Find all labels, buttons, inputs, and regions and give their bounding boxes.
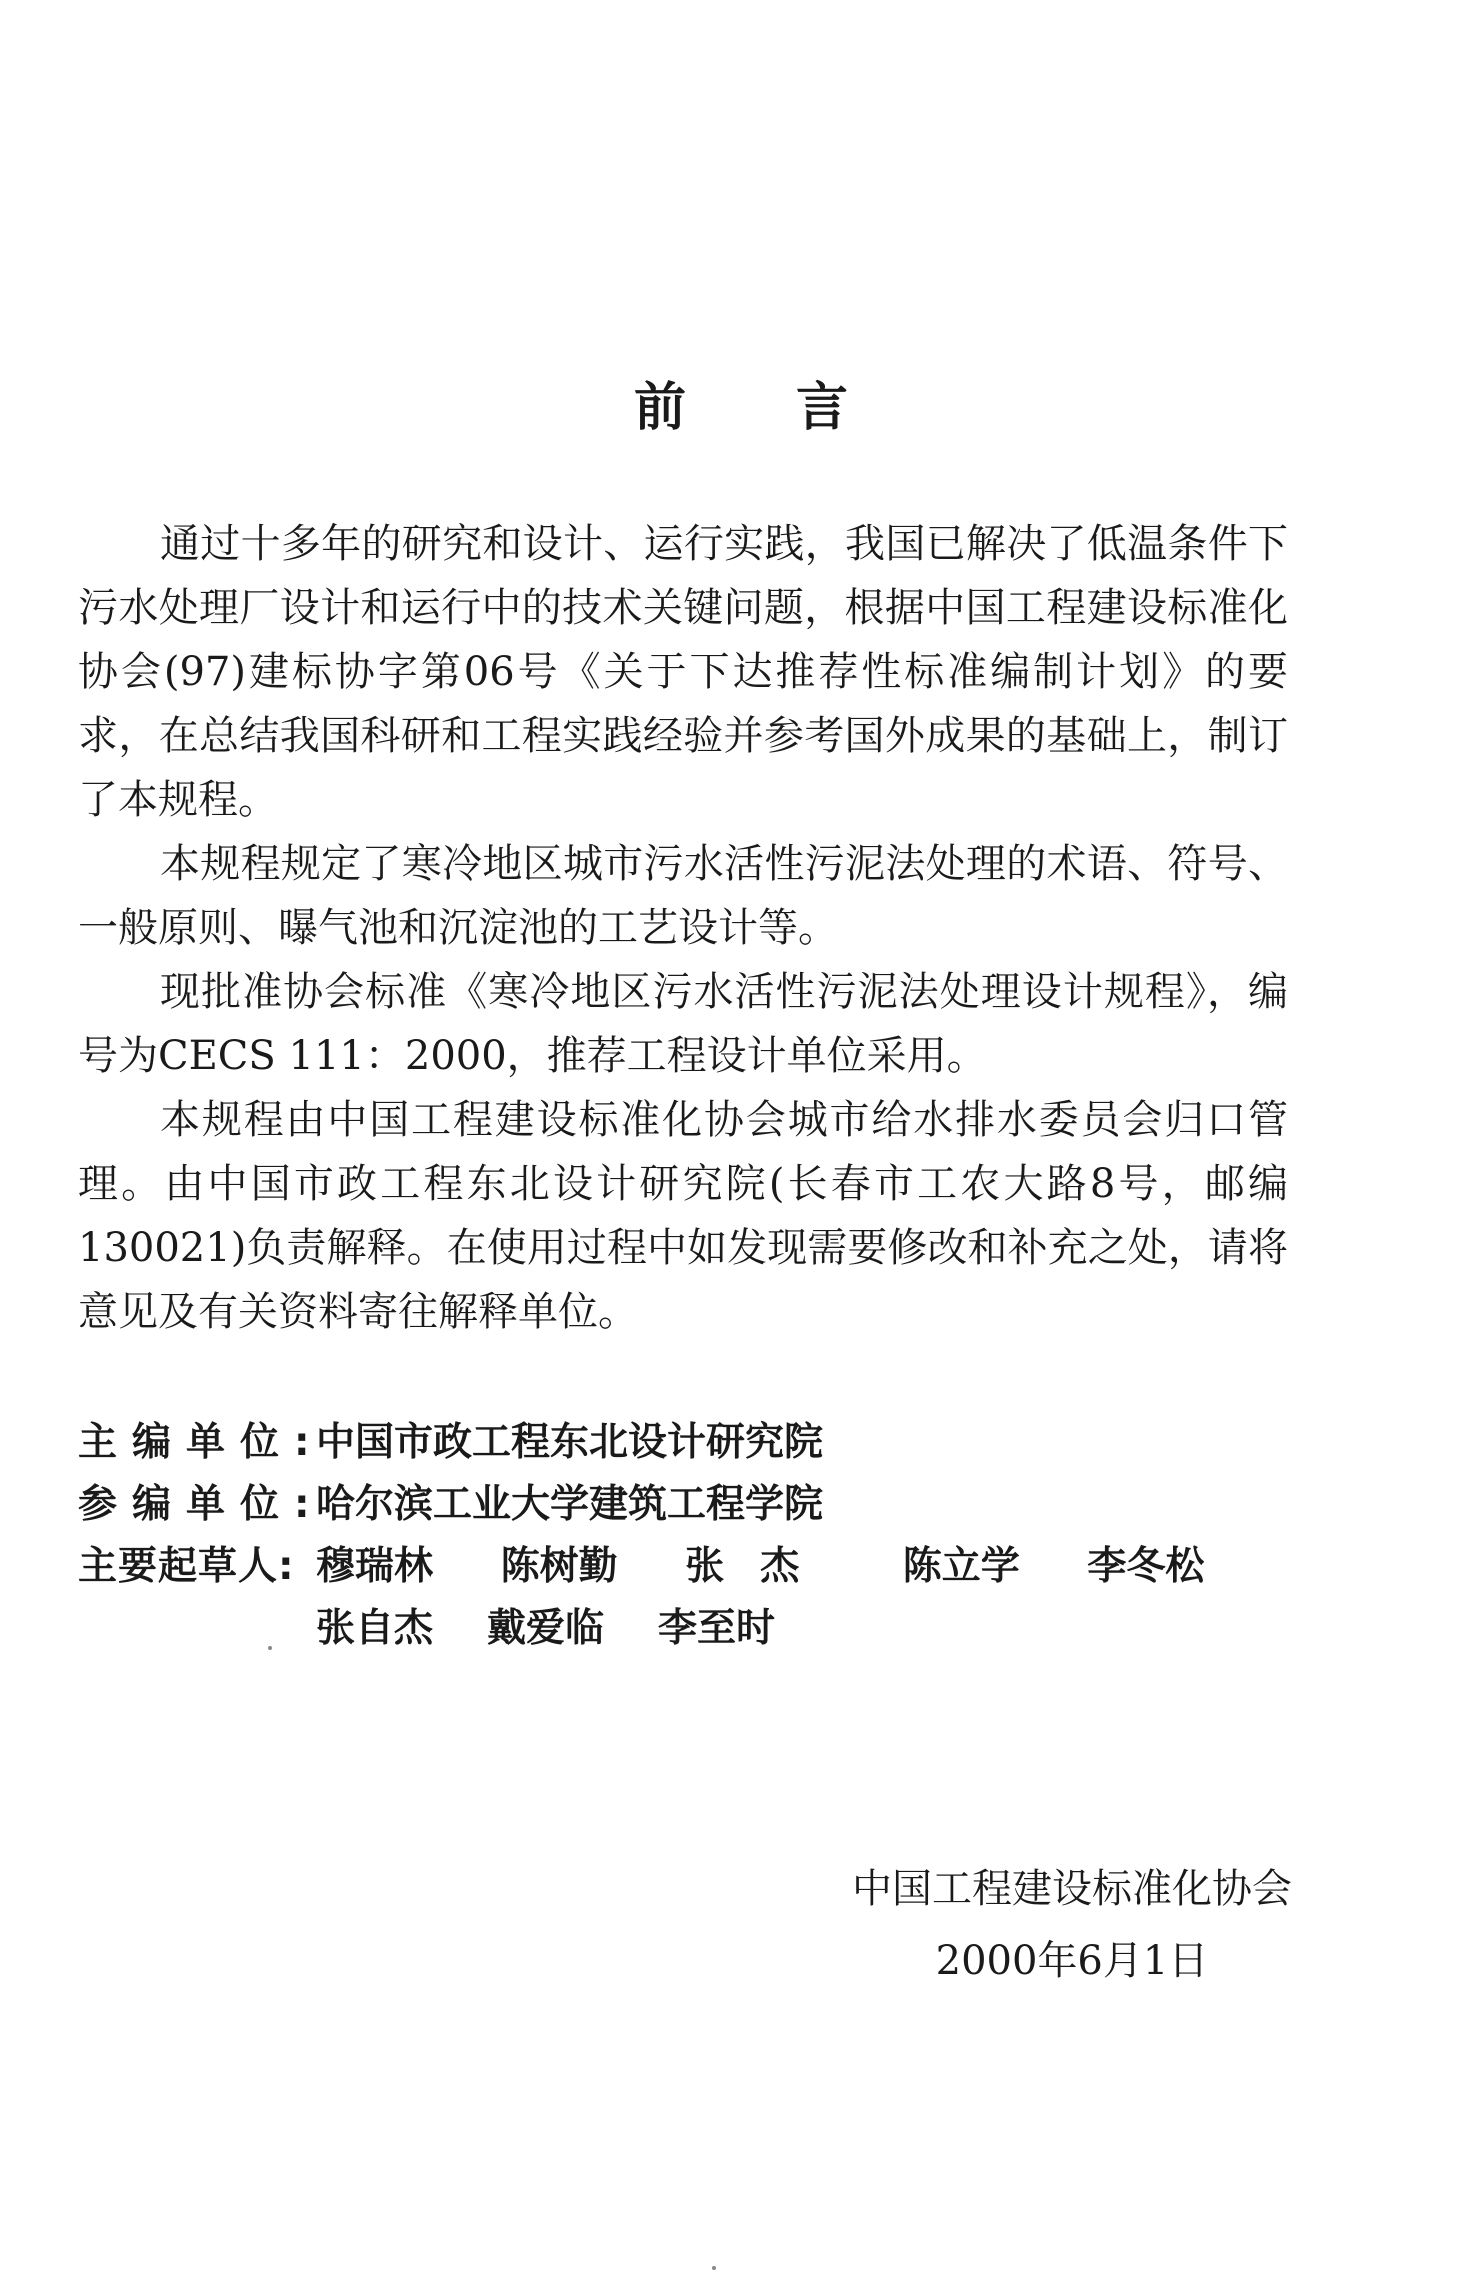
drafter-name: 张杰 <box>685 1544 836 1589</box>
participating-unit-value: 哈尔滨工业大学建筑工程学院 <box>316 1482 824 1527</box>
paragraph-2: 本规程规定了寒冷地区城市污水活性污泥法处理的术语、符号、一般原则、曝气池和沉淀池的工艺设计等。 <box>78 841 1288 951</box>
paragraph-1: 通过十多年的研究和设计、运行实践，我国已解决了低温条件下污水处理厂设计和运行中的技术关键问题，根据中国工程建设标准化协会(97)建标协字第06号《关于下达推荐性标准编制计划》的要求，在总结我国科研和工程实践经验并参考国外成果的基础上，制订了本规程。 <box>78 521 1288 823</box>
drafters-row-continued <box>78 1594 1328 1656</box>
preface-body <box>78 512 1288 1344</box>
drafter-name: 陈树勤 <box>500 1544 618 1589</box>
chief-unit-label: 主编单位: <box>78 1420 325 1465</box>
paragraph-3: 现批准协会标准《寒冷地区污水活性污泥法处理设计规程》，编号为CECS 111：2000，推荐工程设计单位采用。 <box>78 969 1288 1079</box>
drafters-list <box>316 1535 1258 1591</box>
chief-unit-row <box>78 1408 1328 1470</box>
drafters-label: 主要起草人: <box>78 1544 295 1589</box>
participating-unit-row <box>78 1470 1328 1532</box>
drafter-name: 戴爱临 <box>487 1606 605 1651</box>
drafter-name: 李冬松 <box>1087 1544 1205 1589</box>
credits-block <box>78 1408 1328 1656</box>
drafter-name: 穆瑞林 <box>316 1544 434 1589</box>
drafter-name: 张自杰 <box>316 1606 434 1651</box>
chief-unit-value: 中国市政工程东北设计研究院 <box>316 1420 824 1465</box>
drafter-name: 李至时 <box>658 1606 776 1651</box>
scan-speck <box>268 1646 272 1650</box>
issue-date: 2000年6月1日 <box>935 1938 1209 1984</box>
paragraph-4: 本规程由中国工程建设标准化协会城市给水排水委员会归口管理。由中国市政工程东北设计研究院(长春市工农大路8号，邮编130021)负责解释。在使用过程中如发现需要修改和补充之处，请将意见及有关资料寄往解释单位。 <box>78 1097 1288 1335</box>
issuing-organization: 中国工程建设标准化协会 <box>852 1866 1292 1912</box>
drafters-row <box>78 1532 1328 1594</box>
drafter-name: 陈立学 <box>902 1544 1020 1589</box>
signature-block <box>852 1853 1292 1997</box>
scan-speck <box>712 2266 716 2270</box>
participating-unit-label: 参编单位: <box>78 1482 325 1527</box>
page-title: 前言 <box>633 378 958 438</box>
